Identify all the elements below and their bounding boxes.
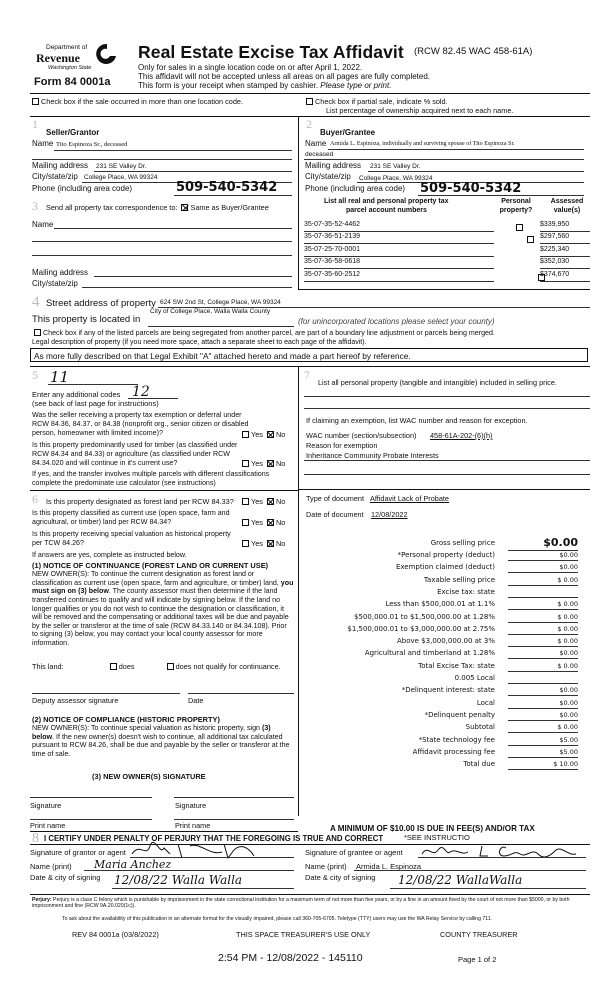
does-label: does [118, 662, 135, 671]
parcel-number[interactable]: 35-07-25-70-0001 [304, 246, 494, 257]
s6q3-yes: Yes [251, 539, 263, 548]
s6q2-yes-checkbox[interactable] [242, 519, 249, 526]
perjury-label: Perjury: [32, 897, 52, 903]
dept-line2: Revenue [36, 51, 80, 65]
tax-row [304, 612, 580, 624]
forest-land-question: Is this property designated as forest land per RCW 84.33? [46, 497, 234, 506]
see-back-label: (see back of last page for instructions) [32, 399, 159, 408]
notice2-a: NEW OWNER(S): To continue special valuation as historic property, sign [32, 724, 262, 732]
gross-selling-row [304, 536, 580, 550]
tax-row-value[interactable]: $5.00 [508, 736, 578, 746]
tax-row [304, 562, 580, 574]
section-4-number: 4 [32, 294, 40, 310]
notice2-b: (3) below [32, 724, 271, 741]
tax-row [304, 722, 580, 734]
exemption-claim-label: If claiming an exemption, list WAC number and reason for exception. [306, 416, 528, 425]
tax-row-label: Taxable selling price [423, 575, 495, 584]
tax-row [304, 636, 580, 648]
timber-question: Is this property predominantly used for timber (as classified under RCW 84.34 and 84.33) or agriculture (as classified under RCW 84.34.020 and will continue in it's current use? [32, 441, 238, 467]
tax-row-value[interactable]: $ 0.00 [508, 723, 578, 733]
s6q3-no: No [275, 539, 286, 548]
notice-continuance-title: (1) NOTICE OF CONTINUANCE (FOREST LAND OR CURRENT USE) [32, 561, 269, 570]
s6q2-no-checkbox[interactable] [267, 519, 274, 526]
does-checkbox[interactable] [110, 663, 117, 670]
grantor-name-label: Name (print) [30, 862, 72, 871]
tax-row-value[interactable] [508, 588, 578, 598]
seller-mailing-label: Mailing address [32, 161, 89, 170]
assessed-value[interactable]: $374,670 [540, 271, 590, 282]
partial-sale-check[interactable] [304, 97, 448, 106]
assessed-value[interactable]: $297,560 [540, 233, 590, 244]
legal-description-value: As more fully described on that Legal Exhibit "A" attached hereto and made a part hereof by reference. [34, 351, 411, 361]
grantee-name[interactable]: Armida L. Espinoza [356, 862, 422, 871]
historic-yes-no [240, 539, 285, 548]
reason-exemption-label: Reason for exemption [306, 441, 378, 450]
seller-phone[interactable]: 509-540-5342 [176, 180, 278, 195]
tax-row-label: *Delinquent penalty [424, 710, 495, 719]
tax-row-label: 0.005 Local [454, 674, 495, 682]
seller-heading: Seller/Grantor [46, 128, 100, 137]
section-2-number: 2 [306, 117, 312, 131]
correspondence-name-label: Name [32, 220, 54, 229]
see-instructions: *SEE INSTRUCTIO [404, 833, 470, 842]
buyer-phone[interactable]: 509-540-5342 [420, 181, 522, 196]
same-as-buyer-label: Same as Buyer/Grantee [190, 203, 269, 212]
dor-swoosh-icon [96, 42, 118, 66]
tax-row [304, 599, 580, 611]
parcel-number[interactable]: 35-07-36-58-0618 [304, 258, 494, 269]
street-address[interactable]: 624 SW 2nd St, College Place, WA 99324 [160, 299, 281, 306]
grantor-date-city[interactable]: 12/08/22 Walla Walla [114, 873, 243, 887]
land-use-code[interactable]: 11 [50, 368, 70, 386]
tax-row-value[interactable]: $0.00 [508, 563, 578, 573]
additional-codes-label: Enter any additional codes [32, 390, 121, 399]
tax-row-value[interactable]: $5.00 [508, 748, 578, 758]
tax-row-value[interactable]: $ 0.00 [508, 600, 578, 610]
owner-print-label-2: Print name [175, 821, 211, 830]
parcel-number[interactable]: 35-07-35-52-4462 [304, 221, 494, 232]
perjury-note [32, 897, 588, 909]
tax-row [304, 648, 580, 660]
seller-name-label: Name [32, 139, 54, 148]
assessed-value[interactable]: $339,950 [540, 221, 590, 232]
dept-line3: Washington State [48, 65, 92, 71]
legal-description-label: Legal description of property (if you need more space, attach a separate sheet to each page of the affidavit). [32, 339, 367, 346]
s6q2-yes: Yes [251, 518, 263, 527]
tax-row-label: *Delinquent interest: state [401, 686, 495, 695]
tax-row [304, 710, 580, 722]
subtitle-3 [138, 81, 391, 91]
tax-row-value[interactable]: $ 10.00 [508, 760, 578, 770]
q1-no: No [275, 430, 286, 439]
tax-row-label: Local [476, 698, 495, 707]
tax-row [304, 759, 580, 771]
section-8-number: 8 [32, 831, 39, 846]
s6q3-yes-checkbox[interactable] [242, 540, 249, 547]
s6q1-yes-checkbox[interactable] [242, 498, 249, 505]
if-yes-note: If answers are yes, complete as instructed below. [32, 551, 187, 559]
buyer-name-label: Name [305, 139, 327, 148]
tax-row [304, 587, 580, 599]
exemption-yes-no [240, 430, 285, 439]
tax-row [304, 747, 580, 759]
tax-row-value[interactable]: $ 0.00 [508, 637, 578, 647]
notice2-c: . If the new owner(s) doesn't wish to continue, all additional tax calculated pursuant to RCW 84.26, shall be due and payable by the seller or transferor at the time of sale. [32, 732, 290, 758]
subtitle-3b: Please type or print. [320, 81, 392, 90]
grantor-signature-label: Signature of grantor or agent [30, 848, 126, 857]
revision-label: REV 84 0001a (03/8/2022) [72, 930, 159, 939]
seller-city[interactable]: College Place, WA 99324 [84, 174, 158, 181]
tax-row-label: Exemption claimed (deduct) [395, 563, 495, 572]
tax-row-value[interactable]: $ 0.00 [508, 625, 578, 635]
partial-sale-label: Check box if partial sale, indicate % sold. [315, 97, 448, 106]
tax-row [304, 575, 580, 587]
tax-row-value[interactable]: $0.00 [508, 649, 578, 659]
tax-row [304, 673, 580, 685]
s6q3-no-checkbox[interactable] [267, 540, 274, 547]
list-percentage: List percentage of ownership acquired next to each name. [326, 106, 514, 115]
seller-mailing[interactable]: 231 SE Valley Dr. [96, 163, 147, 170]
tax-row-label: Excise tax: state [437, 587, 495, 596]
gross-selling-value[interactable]: $0.00 [508, 536, 578, 551]
this-land-label: This land: [32, 662, 64, 671]
tax-row [304, 661, 580, 673]
tax-row-label: $500,000.01 to $1,500,000.00 at 1.28% [354, 612, 495, 621]
buyer-phone-label: Phone (including area code) [305, 184, 406, 193]
subtitle-3a: This form is your receipt when stamped by cashier. [138, 81, 321, 90]
seller-city-label: City/state/zip [32, 172, 78, 181]
tax-row [304, 685, 580, 697]
notice-compliance-text [32, 724, 294, 759]
notice1-c: . The county assessor must then determine if the land transferred continues to qualify and will indicate by signing below. If the land no longer qualifies or you do not wish to continue the designation or classification, it will be removed and the compensating or additional taxes will be due and payable by the seller or transferor at the time of sale (RCW 84.33.140 or 84.34.108). Prior to signing (3) below, you may contact your local county assessor for more information. [32, 587, 289, 648]
buyer-city-label: City/state/zip [305, 172, 351, 181]
street-address-label: Street address of property [46, 298, 156, 309]
parcel-header-1: List all real and personal property tax [324, 198, 449, 205]
multi-location-checkbox[interactable] [32, 98, 39, 105]
q2-yes-checkbox[interactable] [242, 460, 249, 467]
document-date-value[interactable]: 12/08/2022 [371, 510, 408, 519]
tax-row-label: Less than $500,000.01 at 1.1% [385, 600, 495, 609]
tax-row-label: *State technology fee [418, 735, 495, 744]
grantee-signature-label: Signature of grantee or agent [305, 848, 403, 857]
grantee-name-label: Name (print) [305, 862, 347, 871]
buyer-heading: Buyer/Grantee [320, 128, 376, 137]
tax-row-value[interactable]: $0.00 [508, 711, 578, 721]
tax-row-label: Above $3,000,000.00 at 3% [397, 637, 495, 646]
buyer-name[interactable]: Armida L. Espinoza, individually and surviving spouse of Tito Espinoza Sr. [330, 141, 515, 147]
q2-yes: Yes [251, 459, 263, 468]
recording-stamp: 2:54 PM - 12/08/2022 - 145110 [218, 952, 363, 964]
dept-line1: Department of [46, 44, 88, 51]
q2-no-checkbox[interactable] [267, 460, 274, 467]
personal-property-list-label: List all personal property (tangible and intangible) included in selling price. [318, 378, 557, 387]
deputy-date-label: Date [188, 696, 204, 705]
buyer-mailing-label: Mailing address [305, 161, 362, 170]
legal-description-box[interactable] [30, 348, 588, 362]
timber-yes-no [240, 459, 285, 468]
notice1-b: you must sign on (3) below [32, 578, 294, 596]
same-as-buyer-checkbox[interactable] [181, 204, 188, 211]
does-not-checkbox[interactable] [167, 663, 174, 670]
certify-statement: I CERTIFY UNDER PENALTY OF PERJURY THAT THE FOREGOING IS TRUE AND CORRECT [44, 834, 384, 843]
wac-number-label: WAC number (section/subsection) [306, 431, 417, 440]
deputy-signature-label: Deputy assessor signature [32, 696, 119, 705]
grantor-date-city-label: Date & city of signing [30, 873, 101, 882]
s6q1-no: No [275, 497, 286, 506]
correspondence-label: Send all property tax correspondence to: [46, 203, 178, 212]
historic-question: Is this property receiving special valuation as historical property per TCW 84.26? [32, 530, 231, 547]
rcw-reference: (RCW 82.45 WAC 458-61A) [414, 46, 533, 57]
county-treasurer-label: COUNTY TREASURER [440, 930, 518, 939]
section-5-number: 5 [32, 368, 38, 382]
current-use-yes-no [240, 518, 285, 527]
tax-row-value[interactable]: $ 0.00 [508, 662, 578, 672]
tax-row [304, 624, 580, 636]
subtitle-2: This affidavit will not be accepted unless all areas on all pages are fully completed. [138, 72, 431, 81]
seller-name[interactable]: Tito Espinoza Sr., deceased [56, 141, 128, 148]
tax-row-label: Total due [463, 760, 495, 769]
assessed-value[interactable]: $352,030 [540, 258, 590, 269]
q1-yes-checkbox[interactable] [242, 431, 249, 438]
assessed-value-header: Assessed value(s) [550, 198, 584, 214]
s6q1-no-checkbox[interactable] [267, 498, 274, 505]
located-in-label: This property is located in [32, 314, 141, 325]
correspondence-mailing-label: Mailing address [32, 268, 89, 277]
treasurer-use-label: THIS SPACE TREASURER'S USE ONLY [236, 930, 371, 939]
forest-yes-no [240, 497, 285, 506]
tax-row-label: $1,500,000.01 to $3,000,000.00 at 2.75% [347, 624, 495, 633]
q1-yes: Yes [251, 430, 263, 439]
page-title: Real Estate Excise Tax Affidavit [138, 42, 404, 62]
minimum-notice: A MINIMUM OF $10.00 IS DUE IN FEE(S) AND/OR TAX [330, 824, 535, 833]
parcel-number[interactable]: 35-07-36-51-2139 [304, 233, 494, 244]
buyer-name-line2[interactable]: deceased [305, 151, 334, 158]
perjury-text: Perjury is a class C felony which is punishable by imprisonment in the state correctional institution for a maximum term of not more than five years, or by a fine in an amount fixed by the court of not more than $5000, or by both imprisonment and fine (RCW 9A.20.020(1c)). [32, 897, 570, 910]
tax-row-label: Total Excise Tax: state [418, 661, 495, 670]
tax-row [304, 735, 580, 747]
q2-no: No [275, 459, 286, 468]
subtitle-1: Only for sales in a single location code on or after April 1, 2022. [138, 63, 363, 72]
segregated-check[interactable] [32, 329, 495, 338]
tax-row-value[interactable] [508, 674, 578, 684]
section-7-number: 7 [304, 368, 310, 382]
tax-row-value[interactable]: $ 0.00 [508, 613, 578, 623]
tax-row-label: Agricultural and timberland at 1.28% [364, 649, 495, 658]
seller-phone-label: Phone (including area code) [32, 184, 133, 193]
does-not-label: does not qualify for continuance. [175, 662, 281, 671]
notice-continuance-text [32, 570, 294, 648]
page-number: Page 1 of 2 [458, 955, 497, 964]
current-use-question: Is this property classified as current use (open space, farm and agricultural, or timber) land per RCW 84.34? [32, 509, 230, 526]
personal-property-checkbox[interactable] [516, 224, 523, 231]
tax-row-label: Affidavit processing fee [412, 747, 495, 756]
tax-row [304, 550, 580, 562]
notice-compliance-title: (2) NOTICE OF COMPLIANCE (HISTORIC PROPERTY) [32, 715, 220, 724]
owner-sig-label-2: Signature [175, 801, 207, 810]
reason-exemption-value[interactable]: Inheritance Community Probate Interests [306, 451, 439, 460]
form-number: Form 84 0001a [34, 76, 111, 88]
wac-number-value[interactable]: 458-61A-202-(6)(h) [430, 431, 493, 440]
owner-print-label-1: Print name [30, 821, 66, 830]
located-in-value[interactable]: City of College Place, Walla Walla County [150, 308, 271, 315]
additional-codes-value[interactable]: 12 [132, 384, 150, 400]
buyer-mailing[interactable]: 231 SE Valley Dr. [370, 163, 421, 170]
correspondence-line [46, 203, 269, 212]
gross-selling-label: Gross selling price [430, 539, 495, 547]
document-type-label: Type of document [306, 494, 365, 503]
multi-location-label: Check box if the sale occurred in more than one location code. [41, 97, 243, 106]
buyer-city[interactable]: College Place, WA 99324 [359, 175, 433, 182]
parcel-header-2: parcel account numbers [346, 207, 427, 214]
exemption-question: Was the seller receiving a property tax exemption or deferral under RCW 84.36, 84.37, or 84.38 (nonprofit org., senior citizen or disabled person, homeowner with limited income)? [32, 411, 249, 437]
s6q2-no: No [275, 518, 286, 527]
multi-location-check[interactable] [30, 97, 243, 106]
document-type-value[interactable]: Affidavit Lack of Probate [370, 494, 449, 503]
tax-row-value[interactable]: $ 0.00 [508, 576, 578, 586]
tax-row-label: Subtotal [465, 723, 495, 732]
q1-no-checkbox[interactable] [267, 431, 274, 438]
located-in-note: (for unincorporated locations please select your county) [298, 317, 495, 326]
new-owner-signature-title: (3) NEW OWNER(S) SIGNATURE [92, 772, 206, 781]
document-date-label: Date of document [306, 510, 364, 519]
grantor-name[interactable]: Maria Anchez [94, 858, 172, 871]
notice1-a: NEW OWNER(S): To continue the current designation as forest land or classification as current use (open space, farm and agriculture, or timber) land, [32, 570, 281, 587]
s6q1-yes: Yes [251, 497, 263, 506]
section-6-number: 6 [32, 492, 38, 506]
tax-row-label: *Personal property (deduct) [397, 551, 495, 559]
personal-property-checkbox[interactable] [527, 236, 534, 243]
section-3-number: 3 [32, 199, 38, 213]
tax-row-value[interactable]: $0.00 [508, 699, 578, 709]
correspondence-city-label: City/state/zip [32, 279, 78, 288]
grantee-date-city[interactable]: 12/08/22 WallaWalla [398, 873, 523, 887]
this-land-row [32, 662, 294, 671]
partial-sale-checkbox[interactable] [306, 98, 313, 105]
owner-sig-label-1: Signature [30, 801, 62, 810]
personal-property-header: Personal property? [499, 198, 533, 214]
grantee-date-city-label: Date & city of signing [305, 873, 376, 882]
assessed-value[interactable]: $225,340 [540, 246, 590, 257]
section-1-number: 1 [32, 117, 38, 131]
segregated-checkbox[interactable] [34, 329, 41, 336]
tax-row-value[interactable]: $0.00 [508, 686, 578, 696]
alternate-format-note: To ask about the availability of this publication in an alternate format for the visually impaired, please call 360-705-6705. Teletype (TTY) users may use the WA Relay Service by calling 711. [62, 916, 493, 922]
segregated-label: Check box if any of the listed parcels are being segregated from another parcel, are part of a boundary line adjustment or parcels being merged. [43, 329, 495, 337]
multiple-parcels-note: If yes, and the transfer involves multiple parcels with different classifications complete the predominate use calculator (see instructions) [32, 470, 270, 487]
parcel-number[interactable]: 35-07-35-60-2512 [304, 271, 494, 282]
tax-row [304, 698, 580, 710]
tax-row-value[interactable]: $0.00 [508, 551, 578, 561]
